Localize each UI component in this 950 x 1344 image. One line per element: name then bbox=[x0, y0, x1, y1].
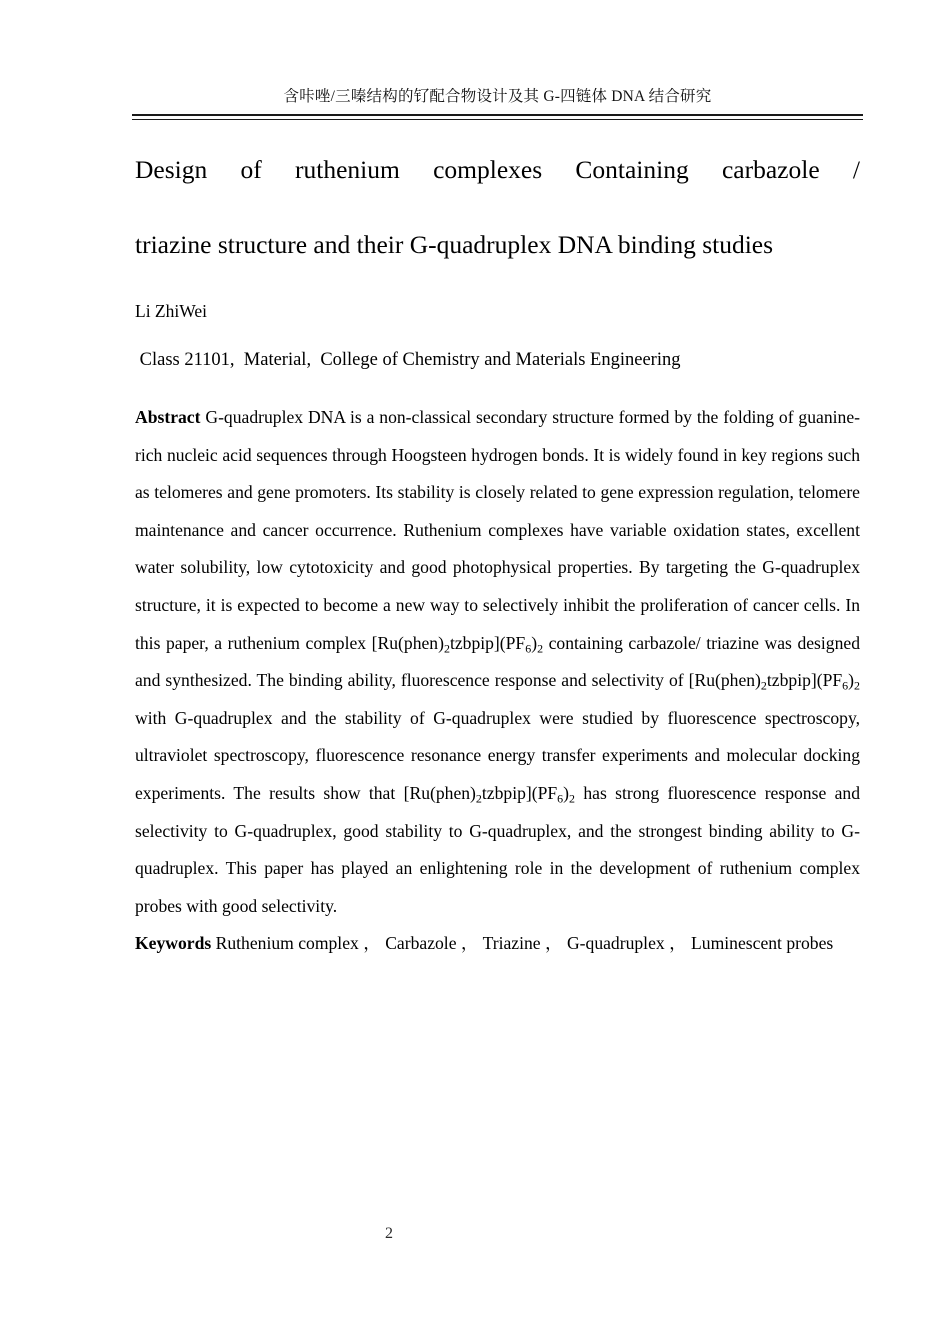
chemical-formula-3 bbox=[403, 782, 575, 806]
abstract-text-part-1: G-quadruplex DNA is a non-classical secondary structure formed by the folding of guanine-rich nucleic acid sequences through Hoogsteen hydrogen bonds. It is widely found in key regions such as telomeres and gene promoters. Its stability is closely related to gene expression regulation, telomere maintenance and cancer occurrence. Ruthenium complexes have variable oxidation states, excellent water solubility, low cytotoxicity and good photophysical properties. By targeting the G-quadruplex structure, it is expected to become a new way to selectively inhibit the proliferation of cancer cells. In this paper, a ruthenium complex bbox=[135, 407, 860, 653]
page-number: 2 bbox=[385, 1225, 393, 1242]
formula-3-subscript-3: 2 bbox=[569, 791, 575, 806]
keywords-paragraph bbox=[135, 925, 860, 963]
chemical-formula-2 bbox=[688, 670, 860, 693]
content-column bbox=[135, 132, 860, 963]
formula-3-prefix: [Ru(phen) bbox=[403, 782, 476, 803]
formula-3-subscript-1: 2 bbox=[475, 791, 482, 806]
formula-1-postfix: ) bbox=[531, 632, 538, 653]
formula-2-middle: tzbpip](PF bbox=[766, 670, 843, 691]
formula-2-subscript-1: 2 bbox=[760, 678, 767, 693]
page-footer bbox=[135, 1224, 643, 1244]
formula-2-prefix: [Ru(phen) bbox=[688, 670, 761, 691]
abstract-paragraph bbox=[135, 399, 860, 925]
formula-1-subscript-2: 6 bbox=[525, 640, 532, 655]
formula-1-subscript-1: 2 bbox=[443, 640, 450, 655]
author-name: Li ZhiWei bbox=[135, 301, 207, 321]
page-title-line-2: triazine structure and their G-quadruplex DNA binding studies bbox=[135, 230, 774, 259]
keywords-label: Keywords bbox=[135, 933, 212, 954]
running-header-text: 含咔唑/三嗪结构的钌配合物设计及其 G-四链体 DNA 结合研究 bbox=[283, 88, 712, 105]
abstract-text-part-2: containing carbazole/ triazine was designed and synthesized. The binding ability, fluorescence response and selectivity of bbox=[135, 632, 860, 691]
running-header bbox=[132, 86, 863, 108]
author-affiliation: Class 21101, Material, College of Chemistry and Materials Engineering bbox=[135, 350, 681, 370]
chemical-formula-1 bbox=[372, 633, 543, 653]
abstract-text-part-3: with G-quadruplex and the stability of G-quadruplex were studied by fluorescence spectroscopy, ultraviolet spectroscopy, fluorescence resonance energy transfer experiments and molecular docking experiments. The results show that bbox=[135, 707, 860, 803]
formula-3-postfix: ) bbox=[563, 782, 570, 803]
formula-3-subscript-2: 6 bbox=[557, 791, 564, 806]
header-rule-thin bbox=[132, 119, 863, 120]
abstract-label: Abstract bbox=[135, 407, 201, 427]
formula-1-subscript-3: 2 bbox=[537, 640, 544, 655]
formula-1-prefix: [Ru(phen) bbox=[371, 632, 444, 653]
page-title bbox=[135, 132, 860, 282]
keywords-list: Ruthenium complex ， Carbazole ， Triazine ， G-quadruplex ， Luminescent probes bbox=[211, 933, 834, 954]
page-title-line-1: Design of ruthenium complexes Containing carbazole / bbox=[135, 155, 860, 184]
formula-2-postfix: ) bbox=[848, 670, 855, 691]
header-rule-thick bbox=[132, 114, 863, 116]
formula-1-middle: tzbpip](PF bbox=[449, 632, 526, 653]
formula-2-subscript-2: 6 bbox=[842, 678, 849, 693]
formula-3-middle: tzbpip](PF bbox=[481, 782, 558, 803]
abstract-text-part-4: has strong fluorescence response and selectivity to G-quadruplex, good stability to G-quadruplex, and the strongest binding ability to G-quadruplex. This paper has played an enlightening role in the development of ruthenium complex probes with good selectivity. bbox=[135, 782, 861, 916]
formula-2-subscript-3: 2 bbox=[854, 678, 860, 693]
